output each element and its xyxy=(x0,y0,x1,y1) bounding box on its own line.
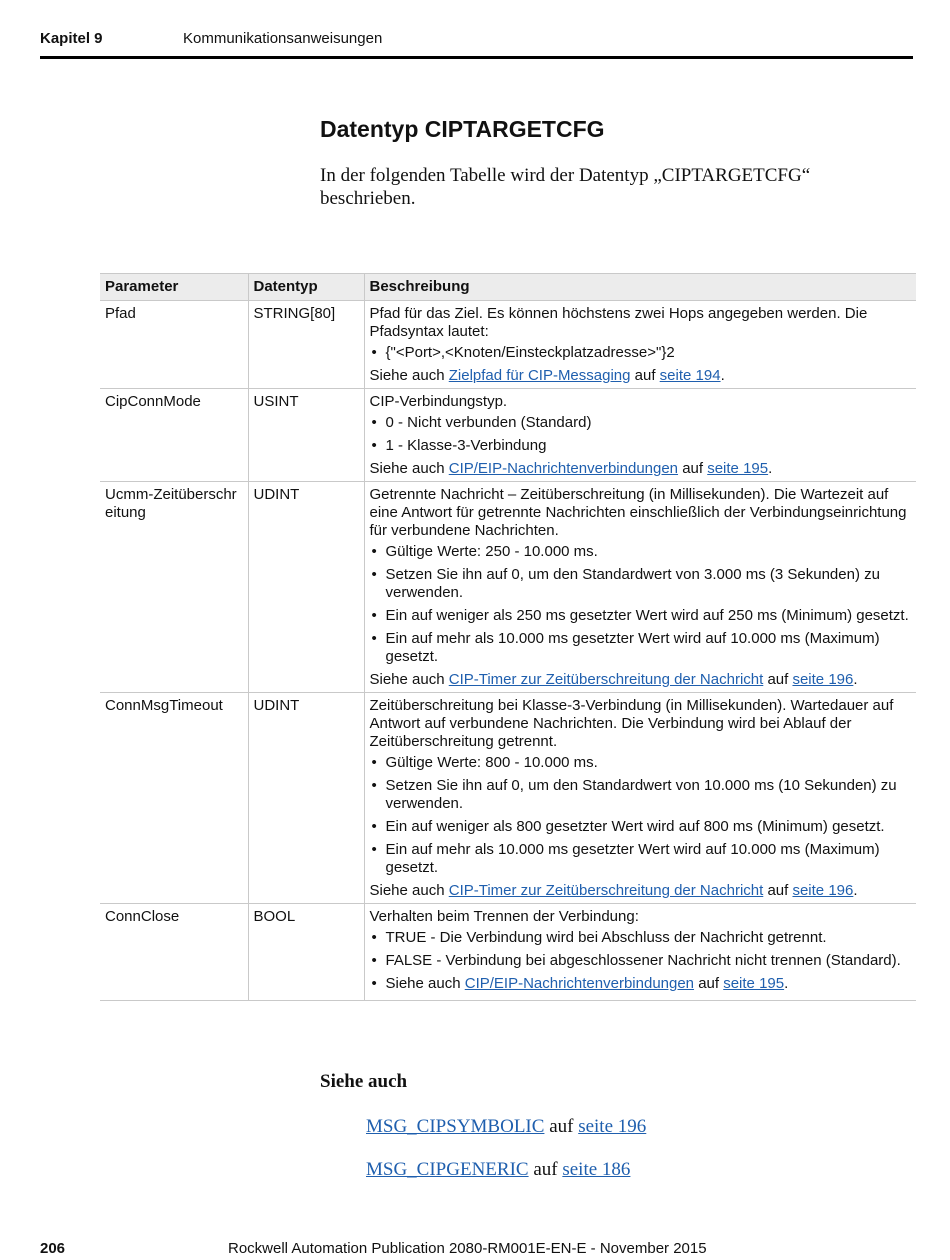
description-text: Verhalten beim Trennen der Verbindung: xyxy=(369,908,639,925)
bullet-item: • FALSE - Verbindung bei abgeschlossener Nachricht nicht trennen (Standard). xyxy=(370,952,912,970)
see-also-reference xyxy=(370,671,912,689)
page-link[interactable]: seite 194 xyxy=(659,367,721,384)
see-end: . xyxy=(720,367,725,384)
param-description xyxy=(364,693,916,904)
see-also-mid: auf xyxy=(544,1116,579,1137)
param-name: Pfad xyxy=(100,301,248,389)
see-end: . xyxy=(853,671,858,688)
page-link[interactable]: seite 196 xyxy=(792,882,854,899)
param-type: UDINT xyxy=(248,693,364,904)
bullet-list xyxy=(370,344,912,362)
bullet-item: • TRUE - Die Verbindung wird bei Abschluss der Nachricht getrennt. xyxy=(370,929,912,947)
param-description xyxy=(364,482,916,693)
table-row xyxy=(100,904,916,1001)
bullet-item: • Ein auf mehr als 10.000 ms gesetzter Wert wird auf 10.000 ms (Maximum) gesetzt. xyxy=(370,630,912,666)
param-name: CipConnMode xyxy=(100,389,248,482)
see-mid: auf xyxy=(694,975,724,992)
bullet-item: • Gültige Werte: 250 - 10.000 ms. xyxy=(370,543,912,561)
reference-link[interactable]: CIP/EIP-Nachrichtenverbindungen xyxy=(448,460,679,477)
publication-info: Rockwell Automation Publication 2080-RM001E-EN-E - November 2015 xyxy=(228,1240,707,1257)
see-prefix: Siehe auch xyxy=(369,882,449,899)
bullet-item: • Ein auf weniger als 250 ms gesetzter Wert wird auf 250 ms (Minimum) gesetzt. xyxy=(370,607,912,625)
intro-text: In der folgenden Tabelle wird der Datentyp „CIPTARGETCFG“ beschrieben. xyxy=(320,165,811,209)
parameter-table xyxy=(100,273,916,1001)
bullet-list xyxy=(370,929,912,993)
page-title: Datentyp CIPTARGETCFG xyxy=(320,116,605,142)
see-prefix: Siehe auch xyxy=(369,460,449,477)
chapter-title: Kommunikationsanweisungen xyxy=(183,30,383,47)
description-text: Getrennte Nachricht – Zeitüberschreitung (in Millisekunden). Die Wartezeit auf eine Antwort für getrennte Nachrichten einschließlich der Verbindungseinrichtung für verbundene Nachrichten. xyxy=(369,486,907,539)
page-link[interactable]: seite 196 xyxy=(792,671,854,688)
reference-link[interactable]: CIP/EIP-Nachrichtenverbindungen xyxy=(464,975,695,992)
reference-link[interactable]: CIP-Timer zur Zeitüberschreitung der Nachricht xyxy=(448,882,764,899)
see-also-mid: auf xyxy=(528,1159,563,1180)
column-header-datentyp: Datentyp xyxy=(248,274,364,301)
description-text: CIP-Verbindungstyp. xyxy=(369,393,508,410)
bullet-item: • Ein auf weniger als 800 gesetzter Wert wird auf 800 ms (Minimum) gesetzt. xyxy=(370,818,912,836)
bullet-item: • Ein auf mehr als 10.000 ms gesetzter Wert wird auf 10.000 ms (Maximum) gesetzt. xyxy=(370,841,912,877)
description-text: Pfad für das Ziel. Es können höchstens zwei Hops angegeben werden. Die Pfadsyntax lautet: xyxy=(369,305,868,340)
param-description xyxy=(364,389,916,482)
see-end: . xyxy=(768,460,773,477)
see-also-reference xyxy=(370,882,912,900)
bullet-list xyxy=(370,543,912,666)
page-link[interactable]: seite 195 xyxy=(723,975,785,992)
table-row xyxy=(100,389,916,482)
table-header-row xyxy=(100,274,916,301)
reference-link[interactable]: CIP-Timer zur Zeitüberschreitung der Nachricht xyxy=(448,671,764,688)
param-description xyxy=(364,301,916,389)
bullet-item-reference xyxy=(370,975,912,993)
bullet-item: • Setzen Sie ihn auf 0, um den Standardwert von 3.000 ms (3 Sekunden) zu verwenden. xyxy=(370,566,912,602)
param-name: ConnMsgTimeout xyxy=(100,693,248,904)
see-also-link[interactable]: MSG_CIPSYMBOLIC xyxy=(366,1116,545,1137)
bullet-item: • {"<Port>,<Knoten/Einsteckplatzadresse>"}2 xyxy=(370,344,912,362)
see-also-item xyxy=(366,1116,646,1138)
see-mid: auf xyxy=(630,367,660,384)
page-header xyxy=(40,30,913,59)
param-name: ConnClose xyxy=(100,904,248,1001)
table-row xyxy=(100,301,916,389)
description-text: Zeitüberschreitung bei Klasse-3-Verbindung (in Millisekunden). Wartedauer auf Antwort auf verbundene Nachrichten. Die Verbindung wird bei Ablauf der Zeitüberschreitung getrennt. xyxy=(369,697,894,750)
bullet-item: • Gültige Werte: 800 - 10.000 ms. xyxy=(370,754,912,772)
page-number: 206 xyxy=(40,1240,66,1257)
param-type: UDINT xyxy=(248,482,364,693)
param-type: BOOL xyxy=(248,904,364,1001)
see-prefix: Siehe auch xyxy=(369,671,449,688)
param-description xyxy=(364,904,916,1001)
bullet-list xyxy=(370,754,912,877)
bullet-item: • Setzen Sie ihn auf 0, um den Standardwert von 10.000 ms (10 Sekunden) zu verwenden. xyxy=(370,777,912,813)
see-also-reference xyxy=(370,367,912,385)
reference-link[interactable]: Zielpfad für CIP-Messaging xyxy=(448,367,631,384)
page-link[interactable]: seite 195 xyxy=(707,460,769,477)
table-row xyxy=(100,693,916,904)
param-name: Ucmm-Zeitüberschreitung xyxy=(100,482,248,693)
bullet-list xyxy=(370,414,912,455)
see-mid: auf xyxy=(763,882,793,899)
param-type: USINT xyxy=(248,389,364,482)
see-prefix: Siehe auch xyxy=(385,975,465,992)
see-also-item xyxy=(366,1159,630,1181)
column-header-parameter: Parameter xyxy=(100,274,248,301)
table-row xyxy=(100,482,916,693)
see-also-reference xyxy=(370,460,912,478)
see-end: . xyxy=(784,975,789,992)
bullet-item: • 0 - Nicht verbunden (Standard) xyxy=(370,414,912,432)
see-prefix: Siehe auch xyxy=(369,367,449,384)
column-header-beschreibung: Beschreibung xyxy=(364,274,916,301)
see-also-link[interactable]: MSG_CIPGENERIC xyxy=(366,1159,529,1180)
see-also-page-link[interactable]: seite 196 xyxy=(578,1116,647,1137)
see-mid: auf xyxy=(678,460,708,477)
bullet-item: • 1 - Klasse-3-Verbindung xyxy=(370,437,912,455)
see-also-heading: Siehe auch xyxy=(320,1071,408,1092)
chapter-label: Kapitel 9 xyxy=(40,30,103,47)
param-type: STRING[80] xyxy=(248,301,364,389)
see-mid: auf xyxy=(763,671,793,688)
see-also-page-link[interactable]: seite 186 xyxy=(562,1159,631,1180)
see-end: . xyxy=(853,882,858,899)
